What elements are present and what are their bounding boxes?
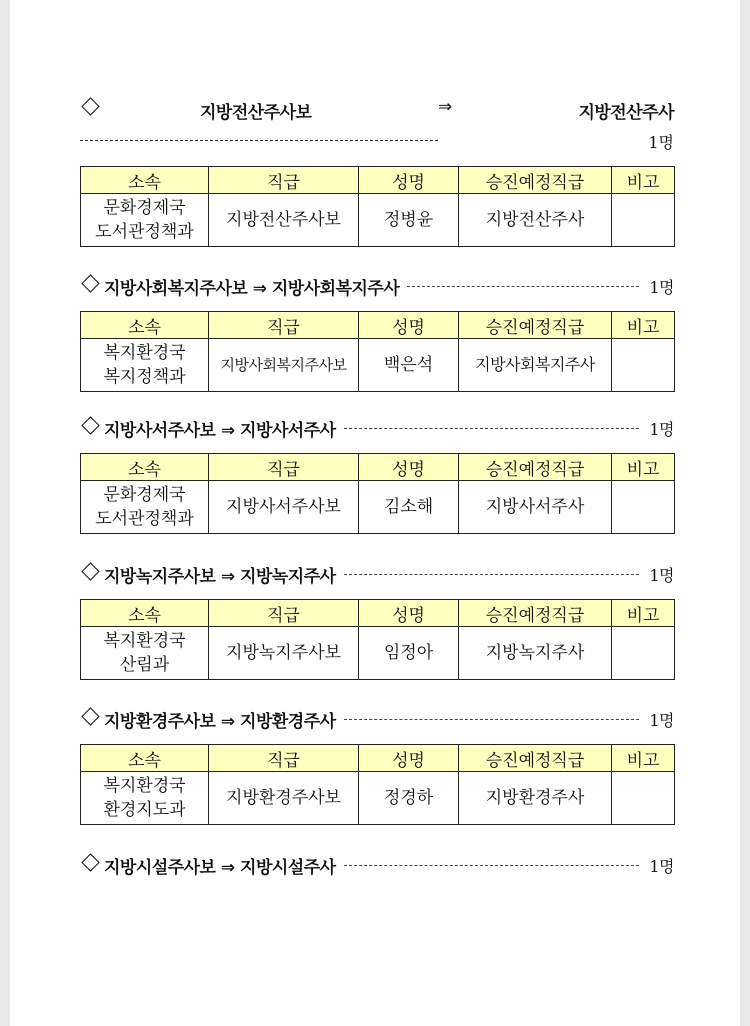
from-rank: 지방전산주사보 xyxy=(200,103,312,123)
cell-name: 정경하 xyxy=(359,772,459,825)
section-title: 지방사서주사보 ⇒ 지방사서주사 xyxy=(104,420,336,441)
col-header-rank: 직급 xyxy=(209,454,359,481)
cell-note xyxy=(612,339,675,392)
cell-note xyxy=(612,194,675,247)
diamond-icon xyxy=(81,274,99,292)
col-header-target: 승진예정직급 xyxy=(459,745,612,772)
col-header-target: 승진예정직급 xyxy=(459,167,612,194)
promotion-table-1 xyxy=(80,166,675,247)
cell-dept xyxy=(81,772,209,825)
arrow-icon: ⇒ xyxy=(438,97,452,117)
col-header-rank: 직급 xyxy=(209,312,359,339)
section-heading-6 xyxy=(80,854,674,880)
table-row xyxy=(81,627,675,680)
col-header-note: 비고 xyxy=(612,312,675,339)
col-header-dept: 소속 xyxy=(81,600,209,627)
section-count: 1명 xyxy=(649,419,674,439)
col-header-note: 비고 xyxy=(612,454,675,481)
cell-rank: 지방환경주사보 xyxy=(209,772,359,825)
dashed-leader xyxy=(344,865,640,866)
dept-bureau: 문화경제국 xyxy=(103,485,186,505)
col-header-name: 성명 xyxy=(359,167,459,194)
col-header-target: 승진예정직급 xyxy=(459,312,612,339)
col-header-rank: 직급 xyxy=(209,167,359,194)
col-header-name: 성명 xyxy=(359,745,459,772)
dept-bureau: 문화경제국 xyxy=(103,198,186,218)
diamond-icon xyxy=(81,562,99,580)
col-header-name: 성명 xyxy=(359,454,459,481)
promotion-table-5 xyxy=(80,744,675,825)
col-header-dept: 소속 xyxy=(81,745,209,772)
cell-name: 정병윤 xyxy=(359,194,459,247)
table-row xyxy=(81,772,675,825)
cell-dept xyxy=(81,194,209,247)
cell-rank: 지방전산주사보 xyxy=(209,194,359,247)
dashed-leader xyxy=(344,719,640,720)
section-title: 지방환경주사보 ⇒ 지방환경주사 xyxy=(104,711,336,732)
dept-division: 복지정책과 xyxy=(103,367,186,387)
cell-name: 백은석 xyxy=(359,339,459,392)
section-title: 지방사회복지주사보 ⇒ 지방사회복지주사 xyxy=(104,278,400,299)
section-count: 1명 xyxy=(649,565,674,585)
cell-target: 지방사서주사 xyxy=(459,481,612,534)
col-header-note: 비고 xyxy=(612,600,675,627)
section-heading-4 xyxy=(80,563,674,589)
cell-dept xyxy=(81,339,209,392)
col-header-rank: 직급 xyxy=(209,600,359,627)
table-header-row xyxy=(81,600,675,627)
cell-target: 지방전산주사 xyxy=(459,194,612,247)
diamond-icon xyxy=(81,97,99,115)
section-count: 1명 xyxy=(649,856,674,876)
cell-target: 지방사회복지주사 xyxy=(459,339,612,392)
col-header-target: 승진예정직급 xyxy=(459,600,612,627)
table-row xyxy=(81,481,675,534)
col-header-dept: 소속 xyxy=(81,454,209,481)
dept-bureau: 복지환경국 xyxy=(103,343,186,363)
document-page xyxy=(10,0,740,1026)
cell-note xyxy=(612,772,675,825)
col-header-name: 성명 xyxy=(359,312,459,339)
cell-rank: 지방녹지주사보 xyxy=(209,627,359,680)
col-header-rank: 직급 xyxy=(209,745,359,772)
section-heading-3 xyxy=(80,417,674,443)
section-count: 1명 xyxy=(649,710,674,730)
section-title: 지방시설주사보 ⇒ 지방시설주사 xyxy=(104,857,336,878)
cell-note xyxy=(612,627,675,680)
cell-rank: 지방사서주사보 xyxy=(209,481,359,534)
table-header-row xyxy=(81,745,675,772)
cell-target: 지방환경주사 xyxy=(459,772,612,825)
section-count: 1명 xyxy=(648,133,674,152)
cell-dept xyxy=(81,627,209,680)
cell-target: 지방녹지주사 xyxy=(459,627,612,680)
diamond-icon xyxy=(81,416,99,434)
table-header-row xyxy=(81,312,675,339)
dashed-leader xyxy=(344,574,640,575)
cell-rank: 지방사회복지주사보 xyxy=(209,339,359,392)
col-header-dept: 소속 xyxy=(81,167,209,194)
dept-division: 도서관정책과 xyxy=(95,222,194,242)
section-heading-5 xyxy=(80,708,674,734)
dept-bureau: 복지환경국 xyxy=(103,776,186,796)
dept-division: 산림과 xyxy=(119,655,170,675)
dept-division: 도서관정책과 xyxy=(95,509,194,529)
to-rank: 지방전산주사 xyxy=(578,103,674,123)
col-header-note: 비고 xyxy=(612,745,675,772)
section-heading-1 xyxy=(80,98,674,124)
table-header-row xyxy=(81,454,675,481)
section-count-1-wrap xyxy=(80,130,674,152)
col-header-note: 비고 xyxy=(612,167,675,194)
dashed-leader xyxy=(407,286,639,287)
promotion-table-4 xyxy=(80,599,675,680)
cell-name: 임정아 xyxy=(359,627,459,680)
table-header-row xyxy=(81,167,675,194)
dashed-leader xyxy=(344,428,640,429)
promotion-table-2 xyxy=(80,311,675,392)
section-title: 지방녹지주사보 ⇒ 지방녹지주사 xyxy=(104,566,336,587)
section-heading-2 xyxy=(80,275,674,301)
cell-dept xyxy=(81,481,209,534)
diamond-icon xyxy=(81,707,99,725)
col-header-target: 승진예정직급 xyxy=(459,454,612,481)
cell-note xyxy=(612,481,675,534)
col-header-name: 성명 xyxy=(359,600,459,627)
col-header-dept: 소속 xyxy=(81,312,209,339)
section-count: 1명 xyxy=(649,277,674,297)
cell-name: 김소해 xyxy=(359,481,459,534)
table-row xyxy=(81,339,675,392)
dept-division: 환경지도과 xyxy=(103,800,186,820)
dept-bureau: 복지환경국 xyxy=(103,631,186,651)
promotion-table-3 xyxy=(80,453,675,534)
table-row xyxy=(81,194,675,247)
diamond-icon xyxy=(81,853,99,871)
